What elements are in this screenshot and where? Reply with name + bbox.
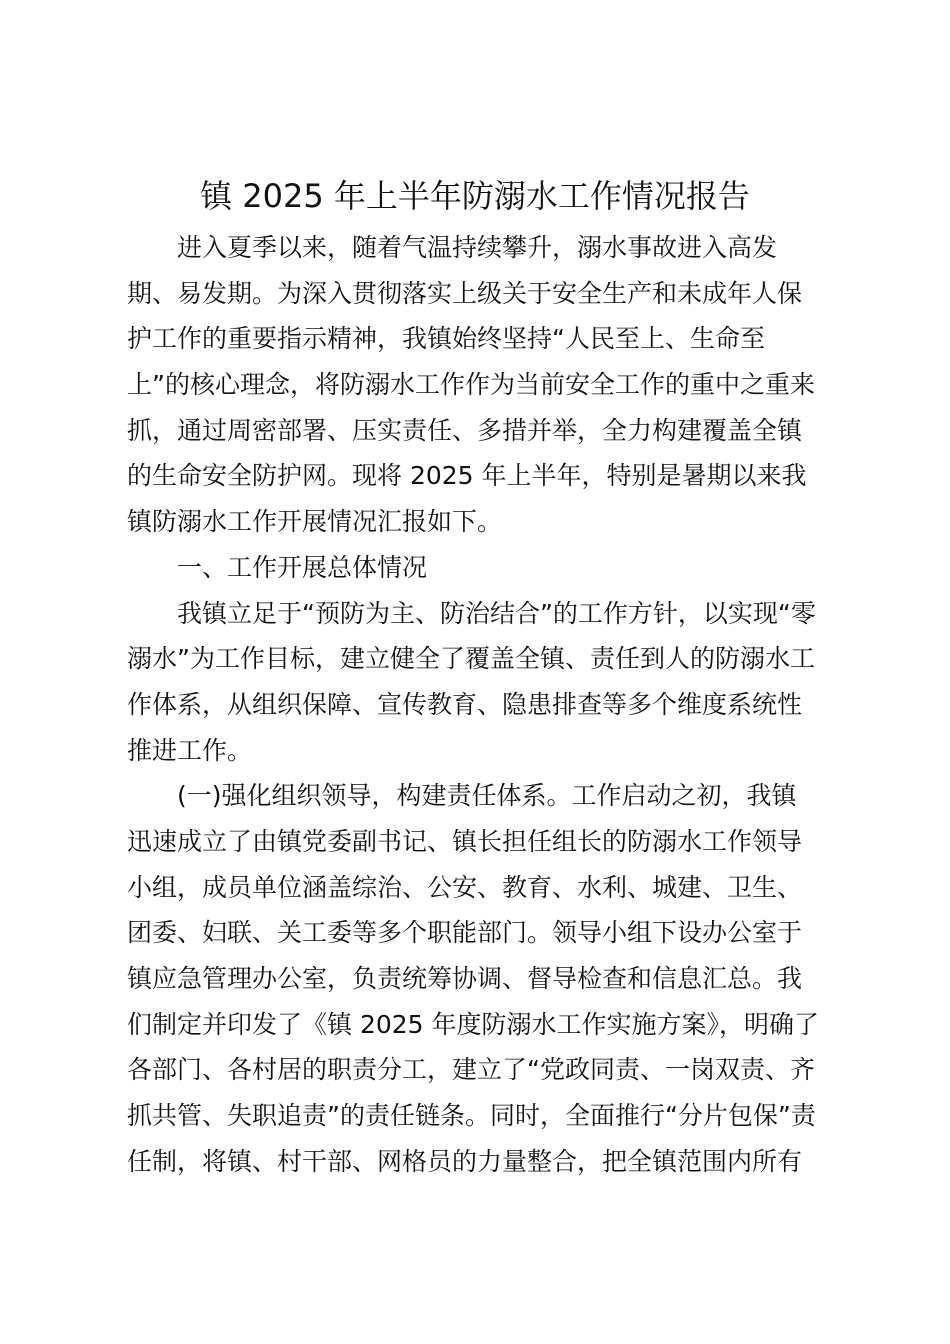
- text-line: 期、易发期。为深入贯彻落实上级关于安全生产和未成年人保: [127, 278, 803, 308]
- text-line: 小组，成员单位涵盖综治、公安、教育、水利、城建、卫生、: [127, 872, 803, 902]
- subsection-line: (一)强化组织领导，构建责任体系。工作启动之初，我镇: [177, 781, 797, 811]
- section-heading: 一、工作开展总体情况: [177, 552, 428, 582]
- text-line: 上”的核心理念，将防溺水工作作为当前安全工作的重中之重来: [127, 370, 815, 400]
- text-line: 抓共管、失职追责”的责任链条。同时，全面推行“分片包保”责: [127, 1101, 816, 1131]
- text-line: 团委、妇联、关工委等多个职能部门。领导小组下设办公室于: [127, 918, 803, 948]
- document-title: 镇 2025 年上半年防溺水工作情况报告: [200, 177, 750, 215]
- text-line: 推进工作。: [127, 735, 253, 765]
- text-line: 我镇立足于“预防为主、防治结合”的工作方针，以实现“零: [177, 598, 816, 628]
- text-line: 迅速成立了由镇党委副书记、镇长担任组长的防溺水工作领导: [127, 826, 803, 856]
- text-line: 护工作的重要指示精神，我镇始终坚持“人民至上、生命至: [127, 324, 765, 354]
- text-line: 的生命安全防护网。现将 2025 年上半年，特别是暑期以来我: [127, 461, 807, 491]
- text-line: 抓，通过周密部署、压实责任、多措并举，全力构建覆盖全镇: [127, 415, 803, 445]
- text-line: 镇防溺水工作开展情况汇报如下。: [127, 507, 503, 537]
- text-line: 作体系，从组织保障、宣传教育、隐患排查等多个维度系统性: [127, 689, 803, 719]
- text-line: 们制定并印发了《镇 2025 年度防溺水工作实施方案》，明确了: [127, 1009, 820, 1039]
- text-line: 进入夏季以来，随着气温持续攀升，溺水事故进入高发: [177, 233, 778, 262]
- text-line: 溺水”为工作目标，建立健全了覆盖全镇、责任到人的防溺水工: [127, 644, 815, 674]
- document-body: [127, 225, 847, 1184]
- text-line: 各部门、各村居的职责分工，建立了“党政同责、一岗双责、齐: [127, 1055, 815, 1085]
- text-line: 镇应急管理办公室，负责统筹协调、督导检查和信息汇总。我: [127, 964, 803, 993]
- text-line: 任制，将镇、村干部、网格员的力量整合，把全镇范围内所有: [127, 1146, 803, 1176]
